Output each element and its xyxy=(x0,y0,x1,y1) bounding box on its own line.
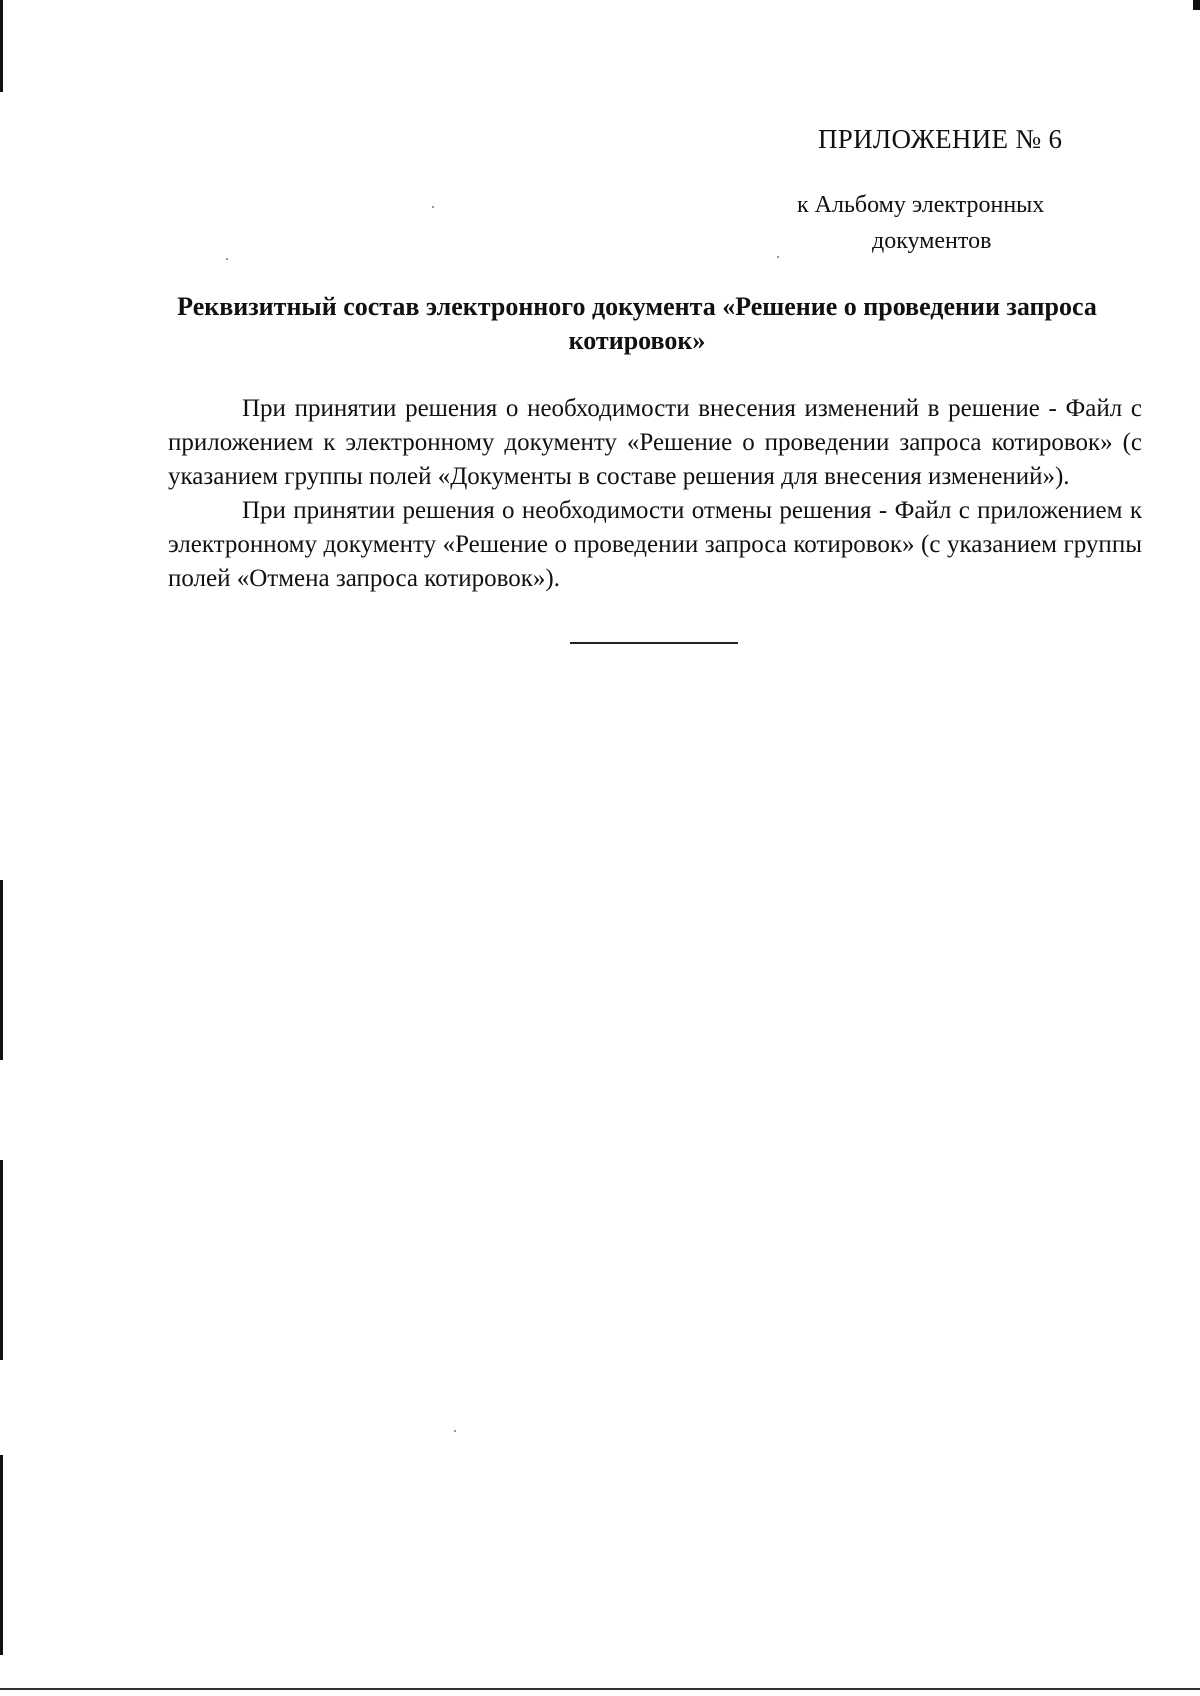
scan-edge-mark xyxy=(0,880,3,1060)
scan-speck xyxy=(226,258,228,260)
annex-title: ПРИЛОЖЕНИЕ № 6 xyxy=(818,124,1063,154)
annex-subtitle-line1: к Альбому электронных xyxy=(797,192,1045,218)
end-of-text-rule xyxy=(570,642,738,644)
scan-edge-mark xyxy=(0,1455,3,1655)
scan-speck xyxy=(454,1430,456,1432)
annex-subtitle-line2: документов xyxy=(872,228,992,254)
document-body xyxy=(168,392,1142,596)
scan-corner-mark xyxy=(1193,0,1200,10)
paragraph-amendment: При принятии решения о необходимости внесения изменений в решение - Файл с приложением к электронному документу «Решение о проведении запроса котировок» (с указанием группы полей «Документы в составе решения для внесения изменений»). xyxy=(168,395,1142,490)
scan-speck xyxy=(777,256,779,258)
document-title: Реквизитный состав электронного документа «Решение о проведении запроса котировок» xyxy=(177,292,1097,355)
scan-speck xyxy=(432,206,434,208)
page-bottom-rule xyxy=(0,1688,1200,1690)
paragraph-cancellation: При принятии решения о необходимости отмены решения - Файл с приложением к электронному документу «Решение о проведении запроса котировок» (с указанием группы полей «Отмена запроса котировок»). xyxy=(168,497,1142,592)
scan-edge-mark xyxy=(0,1160,3,1360)
scan-edge-mark xyxy=(0,0,3,92)
